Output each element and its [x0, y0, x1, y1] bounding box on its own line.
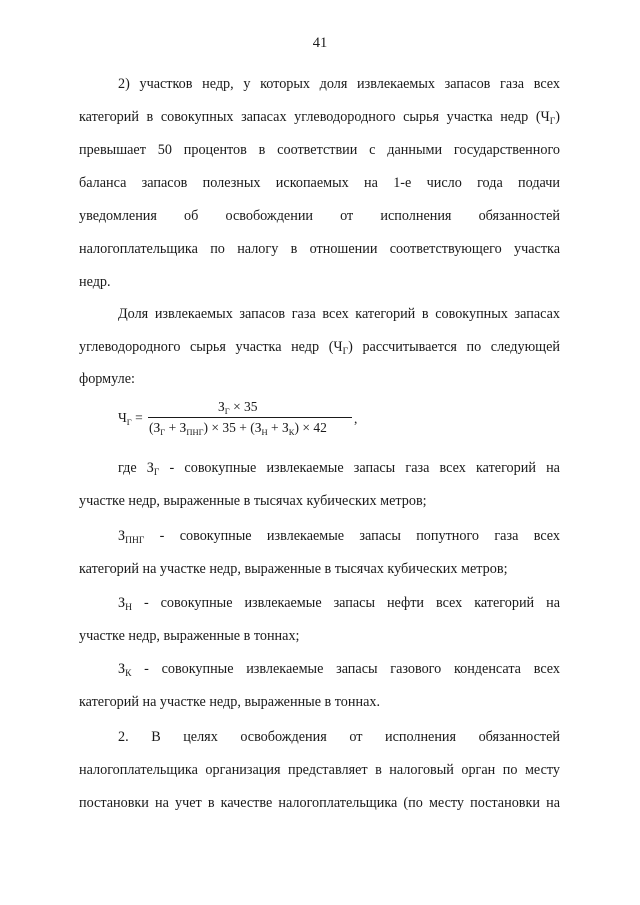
- paragraph-1-line-3: превышает 50 процентов в соответствии с данными государственного: [79, 142, 560, 158]
- fraction-bar: [148, 417, 352, 418]
- text-run: - совокупные извлекаемые запасы газа всех категорий на: [159, 460, 560, 476]
- definition-2-line-1: [118, 528, 560, 546]
- subscript: Г: [153, 468, 160, 478]
- paragraph-3-line-2: налогоплательщика организация представляет в налоговый орган по месту: [79, 762, 560, 778]
- definition-1-line-1: [118, 460, 560, 478]
- text-run: З: [118, 595, 126, 611]
- paragraph-2-line-2: [79, 339, 560, 357]
- definition-3-line-2: участке недр, выраженные в тоннах;: [79, 628, 300, 644]
- definition-2-line-2: категорий на участке недр, выраженные в тысячах кубических метров;: [79, 561, 508, 577]
- definition-3-line-1: [118, 595, 560, 613]
- text-run: где З: [118, 460, 154, 476]
- formula-numerator: [218, 399, 258, 415]
- formula-subscript: К: [288, 427, 295, 437]
- formula-text: ) × 35 + (З: [203, 420, 262, 435]
- text-run: - совокупные извлекаемые запасы газового конденсата всех: [131, 661, 560, 677]
- formula-lhs: [118, 410, 143, 426]
- formula-subscript: Г: [224, 406, 230, 416]
- text-run: ) рассчитывается по следующей: [348, 339, 560, 355]
- formula-subscript: Г: [126, 417, 132, 427]
- formula-text: ) × 42: [294, 420, 327, 435]
- formula: [118, 396, 378, 444]
- formula-denominator: [149, 420, 327, 436]
- paragraph-3-line-3: постановки на учет в качестве налогоплательщика (по месту постановки на: [79, 795, 560, 811]
- formula-subscript: Н: [261, 427, 268, 437]
- text-run: - совокупные извлекаемые запасы нефти всех категорий на: [131, 595, 560, 611]
- formula-equals: =: [135, 410, 143, 425]
- paragraph-1-line-4: баланса запасов полезных ископаемых на 1-е число года подачи: [79, 175, 560, 191]
- text-run: углеводородного сырья участка недр (Ч: [79, 339, 343, 355]
- formula-var: З: [218, 399, 225, 414]
- paragraph-3-line-1: 2. В целях освобождения от исполнения обязанностей: [118, 729, 560, 745]
- formula-text: × 35: [229, 399, 258, 414]
- formula-comma: ,: [354, 411, 358, 426]
- formula-text: + З: [165, 420, 187, 435]
- subscript: ПНГ: [125, 536, 145, 546]
- text-run: З: [118, 661, 126, 677]
- formula-text: (З: [149, 420, 161, 435]
- definition-1-line-2: участке недр, выраженные в тысячах кубических метров;: [79, 493, 427, 509]
- definition-4-line-1: [118, 661, 560, 679]
- text-run: З: [118, 528, 126, 544]
- text-run: ): [555, 109, 560, 125]
- page-number: 41: [312, 35, 328, 51]
- subscript: Г: [342, 347, 349, 357]
- formula-subscript: ПНГ: [186, 427, 204, 437]
- paragraph-2-line-1: Доля извлекаемых запасов газа всех категорий в совокупных запасах: [118, 306, 560, 322]
- definition-4-line-2: категорий на участке недр, выраженные в тоннах.: [79, 694, 381, 710]
- formula-var: Ч: [118, 410, 127, 425]
- subscript: К: [125, 669, 132, 679]
- paragraph-1-line-1: 2) участков недр, у которых доля извлекаемых запасов газа всех: [118, 76, 560, 92]
- formula-text: + З: [267, 420, 289, 435]
- paragraph-1-line-5: уведомления об освобождении от исполнения обязанностей: [79, 208, 560, 224]
- text-run: - совокупные извлекаемые запасы попутного газа всех: [144, 528, 560, 544]
- paragraph-1-line-6: налогоплательщика по налогу в отношении соответствующего участка: [79, 241, 560, 257]
- paragraph-1-line-7: недр.: [79, 274, 111, 290]
- text-run: категорий в совокупных запасах углеводородного сырья участка недр (Ч: [79, 109, 550, 125]
- subscript: Н: [125, 603, 132, 613]
- formula-subscript: Г: [160, 427, 166, 437]
- paragraph-2-line-3: формуле:: [79, 371, 135, 387]
- paragraph-1-line-2: [79, 109, 560, 127]
- subscript: Г: [549, 117, 556, 127]
